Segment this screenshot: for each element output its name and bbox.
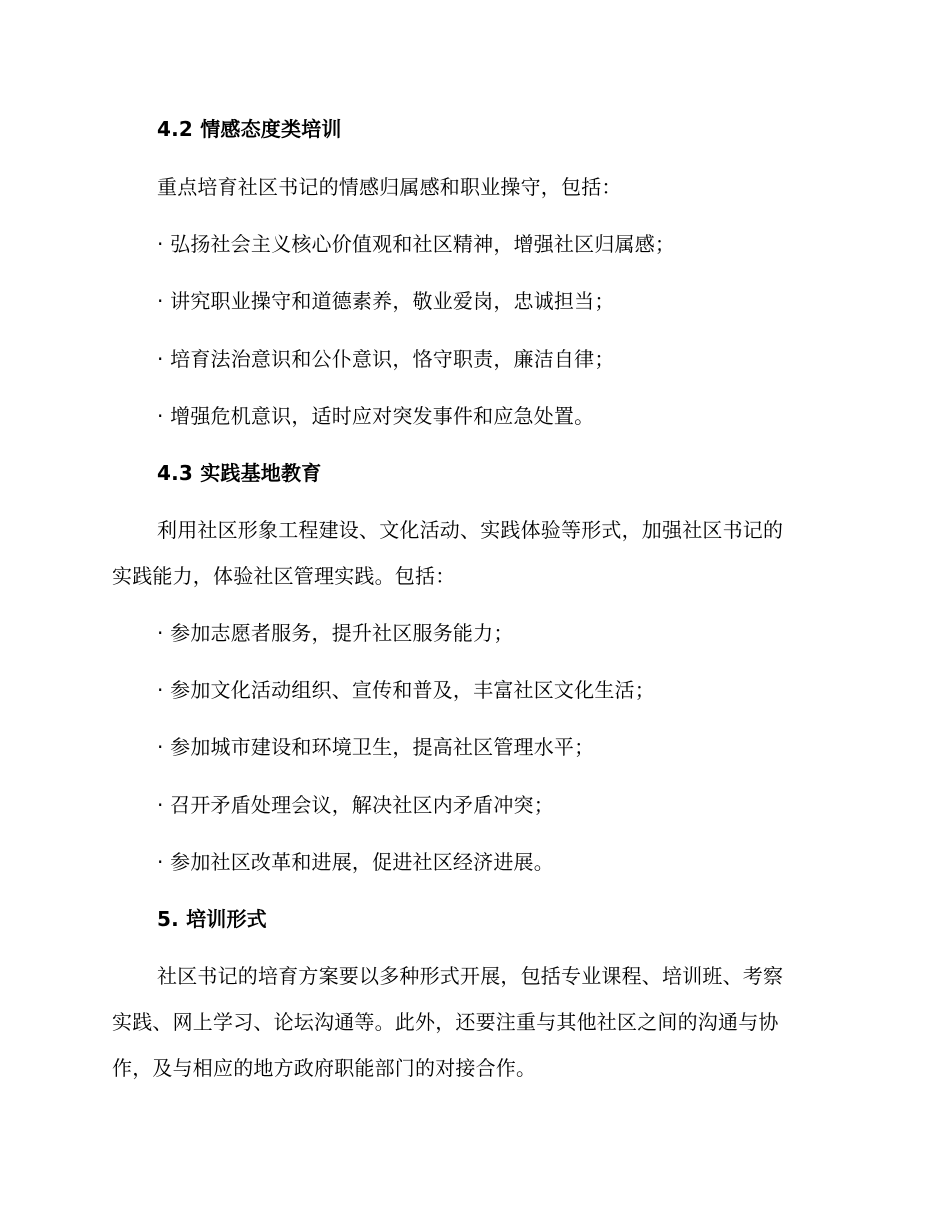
bullet-item: · 参加文化活动组织、宣传和普及，丰富社区文化生活； bbox=[157, 678, 655, 702]
section-heading-4-3: 4.3 实践基地教育 bbox=[157, 461, 322, 485]
bullet-item: · 参加社区改革和进展，促进社区经济进展。 bbox=[157, 850, 554, 874]
body-line: 实践、网上学习、论坛沟通等。此外，还要注重与其他社区之间的沟通与协 bbox=[112, 1010, 779, 1034]
bullet-item: · 弘扬社会主义核心价值观和社区精神，增强社区归属感； bbox=[157, 232, 676, 256]
section-heading-5: 5. 培训形式 bbox=[157, 907, 267, 931]
section-heading-4-2: 4.2 情感态度类培训 bbox=[157, 117, 342, 141]
bullet-item: · 增强危机意识，适时应对突发事件和应急处置。 bbox=[157, 404, 595, 428]
bullet-item: · 培育法治意识和公仆意识，恪守职责，廉洁自律； bbox=[157, 347, 615, 371]
section-intro-line: 利用社区形象工程建设、文化活动、实践体验等形式，加强社区书记的 bbox=[157, 518, 784, 542]
section-intro: 重点培育社区书记的情感归属感和职业操守，包括： bbox=[157, 175, 622, 199]
bullet-item: · 召开矛盾处理会议，解决社区内矛盾冲突； bbox=[157, 793, 554, 817]
body-line: 社区书记的培育方案要以多种形式开展，包括专业课程、培训班、考察 bbox=[157, 964, 784, 988]
section-intro-line: 实践能力，体验社区管理实践。包括： bbox=[112, 564, 456, 588]
bullet-item: · 参加城市建设和环境卫生，提高社区管理水平； bbox=[157, 735, 595, 759]
body-line: 作，及与相应的地方政府职能部门的对接合作。 bbox=[112, 1056, 537, 1080]
bullet-item: · 参加志愿者服务，提升社区服务能力； bbox=[157, 621, 514, 645]
bullet-item: · 讲究职业操守和道德素养，敬业爱岗，忠诚担当； bbox=[157, 289, 615, 313]
